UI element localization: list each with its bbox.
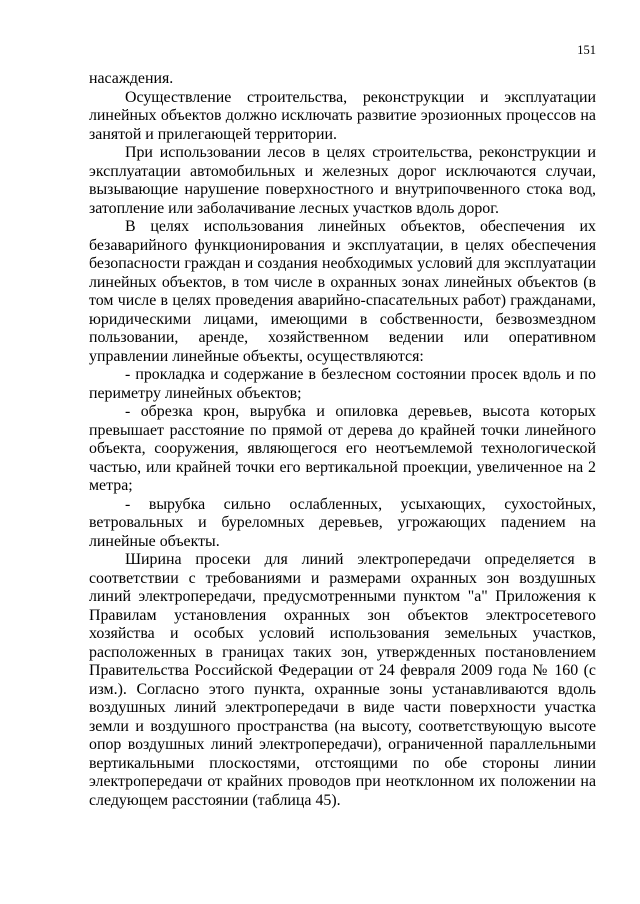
paragraph-roads: При использовании лесов в целях строительства, реконструкции и эксплуатации автомобильных и железных дорог исключаются случаи, вызывающие нарушение поверхностного и внутрипочвенного стока вод, затопление или заболачивание лесных участков вдоль дорог.	[89, 144, 596, 217]
list-item-pruning: - обрезка крон, вырубка и опиловка деревьев, высота которых превышает расстояние по прямой от дерева до крайней точки линейного объекта, сооружения, являющегося его неотъемлемой технологической частью, или крайней точки его вертикальной проекции, увеличенное на 2 метра;	[89, 403, 596, 494]
list-item-clearing: - прокладка и содержание в безлесном состоянии просек вдоль и по периметру линейных объектов;	[89, 366, 596, 402]
list-item-felling: - вырубка сильно ослабленных, усыхающих, сухостойных, ветровальных и буреломных деревьев, угрожающих падением на линейные объекты.	[89, 495, 596, 550]
paragraph-erosion: Осуществление строительства, реконструкции и эксплуатации линейных объектов должно исключать развитие эрозионных процессов на занятой и прилегающей территории.	[89, 88, 596, 143]
body-text	[89, 70, 596, 810]
page-number: 151	[577, 43, 596, 57]
paragraph-power-lines: Ширина просеки для линий электропередачи определяется в соответствии с требованиями и размерами охранных зон воздушных линий электропередачи, предусмотренными пунктом "а" Приложения к Правилам установления охранных зон объектов электросетевого хозяйства и особых условий использования земельных участков, расположенных в границах таких зон, утвержденных постановлением Правительства Российской Федерации от 24 февраля 2009 года № 160 (с изм.). Согласно этого пункта, охранные зоны устанавливаются вдоль воздушных линий электропередачи в виде части поверхности участка земли и воздушного пространства (на высоту, соответствующую высоте опор воздушных линий электропередачи), ограниченной параллельными вертикальными плоскостями, отстоящими по обе стороны линии электропередачи от крайних проводов при неотклонном их положении на следующем расстоянии (таблица 45).	[89, 551, 596, 809]
paragraph-linear-objects: В целях использования линейных объектов, обеспечения их безаварийного функционирования и эксплуатации, в целях обеспечения безопасности граждан и создания необходимых условий для эксплуатации линейных объектов, в том числе в охранных зонах линейных объектов (в том числе в целях проведения аварийно-спасательных работ) гражданами, юридическими лицами, имеющими в собственности, безвозмездном пользовании, аренде, хозяйственном ведении или оперативном управлении линейные объекты, осуществляются:	[89, 218, 596, 365]
paragraph-continuation: насаждения.	[89, 70, 174, 87]
